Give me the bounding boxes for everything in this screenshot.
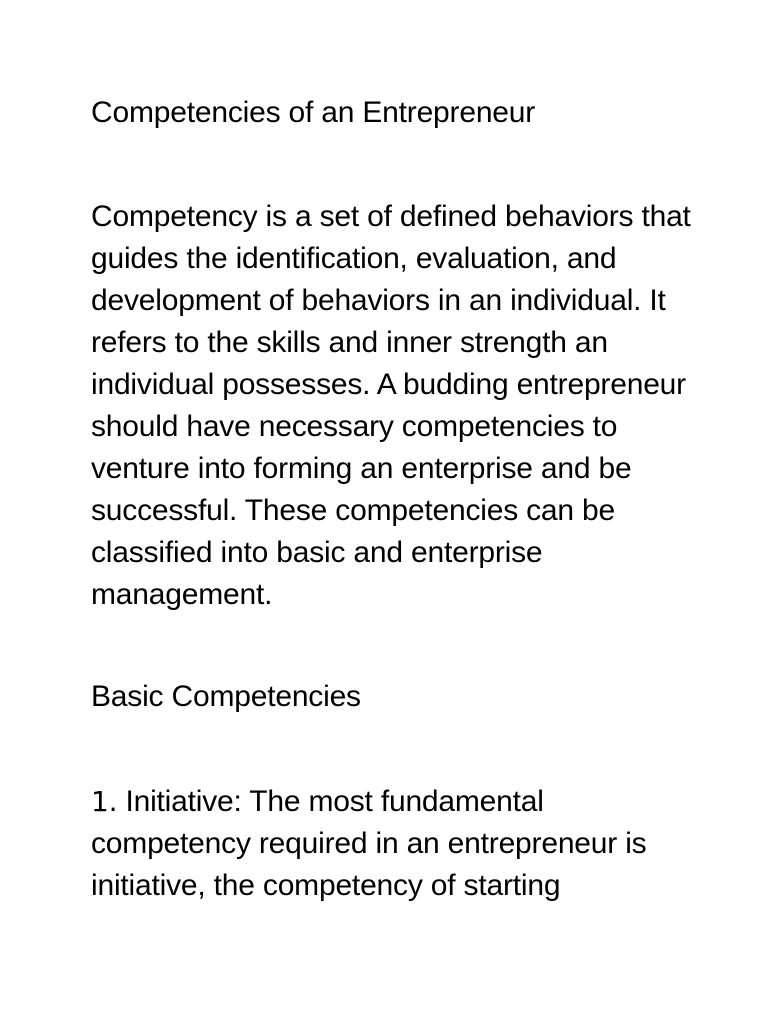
section-heading: Basic Competencies: [91, 680, 361, 713]
document-page: [91, 0, 731, 1024]
intro-line-5: individual possesses. A budding entrepreneur: [91, 368, 686, 401]
intro-line-3: development of behaviors in an individual. It: [91, 284, 666, 317]
item-1-line-1-text: Initiative: The most fundamental: [117, 785, 544, 818]
document-title: Competencies of an Entrepreneur: [91, 96, 536, 129]
list-item-initiative: [91, 781, 646, 907]
intro-line-9: classified into basic and enterprise: [91, 536, 543, 569]
intro-line-4: refers to the skills and inner strength an: [91, 326, 608, 359]
item-1-line-2: competency required in an entrepreneur is: [91, 827, 647, 860]
intro-line-10: management.: [91, 578, 273, 611]
intro-line-1: Competency is a set of defined behaviors that: [91, 200, 691, 233]
intro-line-8: successful. These competencies can be: [91, 494, 616, 527]
item-1-line-1: [91, 781, 646, 823]
item-1-number: 1.: [91, 785, 118, 818]
intro-paragraph: [91, 196, 691, 616]
intro-line-6: should have necessary competencies to: [91, 410, 618, 443]
item-1-line-3: initiative, the competency of starting: [91, 869, 561, 902]
intro-line-2: guides the identification, evaluation, and: [91, 242, 617, 275]
intro-line-7: venture into forming an enterprise and be: [91, 452, 632, 485]
